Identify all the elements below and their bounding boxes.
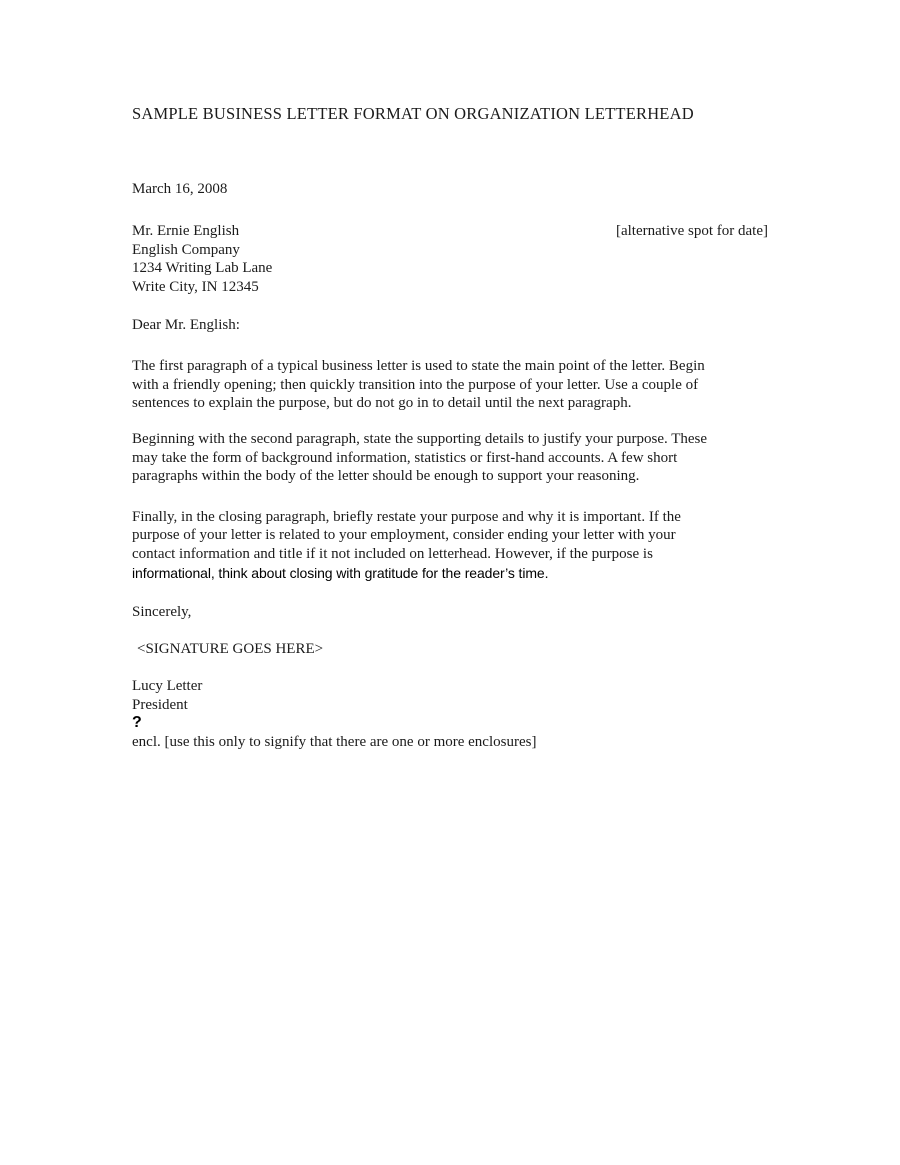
letter-date: March 16, 2008 <box>132 180 228 197</box>
body-paragraph-line: may take the form of background information, statistics or first-hand accounts. A few short <box>132 449 678 466</box>
body-paragraph-line: with a friendly opening; then quickly transition into the purpose of your letter. Use a couple of <box>132 376 699 393</box>
recipient-company: English Company <box>132 241 240 258</box>
letter-title: SAMPLE BUSINESS LETTER FORMAT ON ORGANIZATION LETTERHEAD <box>132 104 694 123</box>
signer-name: Lucy Letter <box>132 678 203 695</box>
body-paragraph-line: paragraphs within the body of the letter should be enough to support your reasoning. <box>132 468 640 485</box>
signature-placeholder: <SIGNATURE GOES HERE> <box>137 640 324 657</box>
body-paragraph-line: contact information and title if it not included on letterhead. However, if the purpose is <box>132 545 653 562</box>
body-paragraph-line: Beginning with the second paragraph, state the supporting details to justify your purpose. These <box>132 430 708 447</box>
signature-block <box>132 677 768 751</box>
stray-question-mark: ? <box>132 714 142 732</box>
alternative-date-note: [alternative spot for date] <box>615 223 768 240</box>
enclosure-note: encl. [use this only to signify that there are one or more enclosures] <box>132 734 537 751</box>
signer-title: President <box>132 696 188 713</box>
body-paragraph-line: informational, think about closing with gratitude for the reader’s time. <box>132 564 549 581</box>
body-paragraph-line: sentences to explain the purpose, but do not go in to detail until the next paragraph. <box>132 395 632 412</box>
body-paragraph <box>132 430 768 486</box>
body-paragraph-line: Finally, in the closing paragraph, briefly restate your purpose and why it is important. If the <box>132 508 681 525</box>
closing: Sincerely, <box>132 604 192 621</box>
salutation: Dear Mr. English: <box>132 316 240 333</box>
body-paragraph-line: The first paragraph of a typical business letter is used to state the main point of the letter. Begin <box>132 358 705 375</box>
body-paragraph <box>132 508 768 582</box>
recipient-row <box>132 222 768 241</box>
body-paragraph-line: purpose of your letter is related to your employment, consider ending your letter with your <box>132 527 676 544</box>
recipient-name: Mr. Ernie English <box>132 223 240 240</box>
recipient-address-block <box>132 222 768 296</box>
recipient-city-state-zip: Write City, IN 12345 <box>132 278 259 295</box>
recipient-street: 1234 Writing Lab Lane <box>132 260 273 277</box>
body-paragraph <box>132 357 768 413</box>
